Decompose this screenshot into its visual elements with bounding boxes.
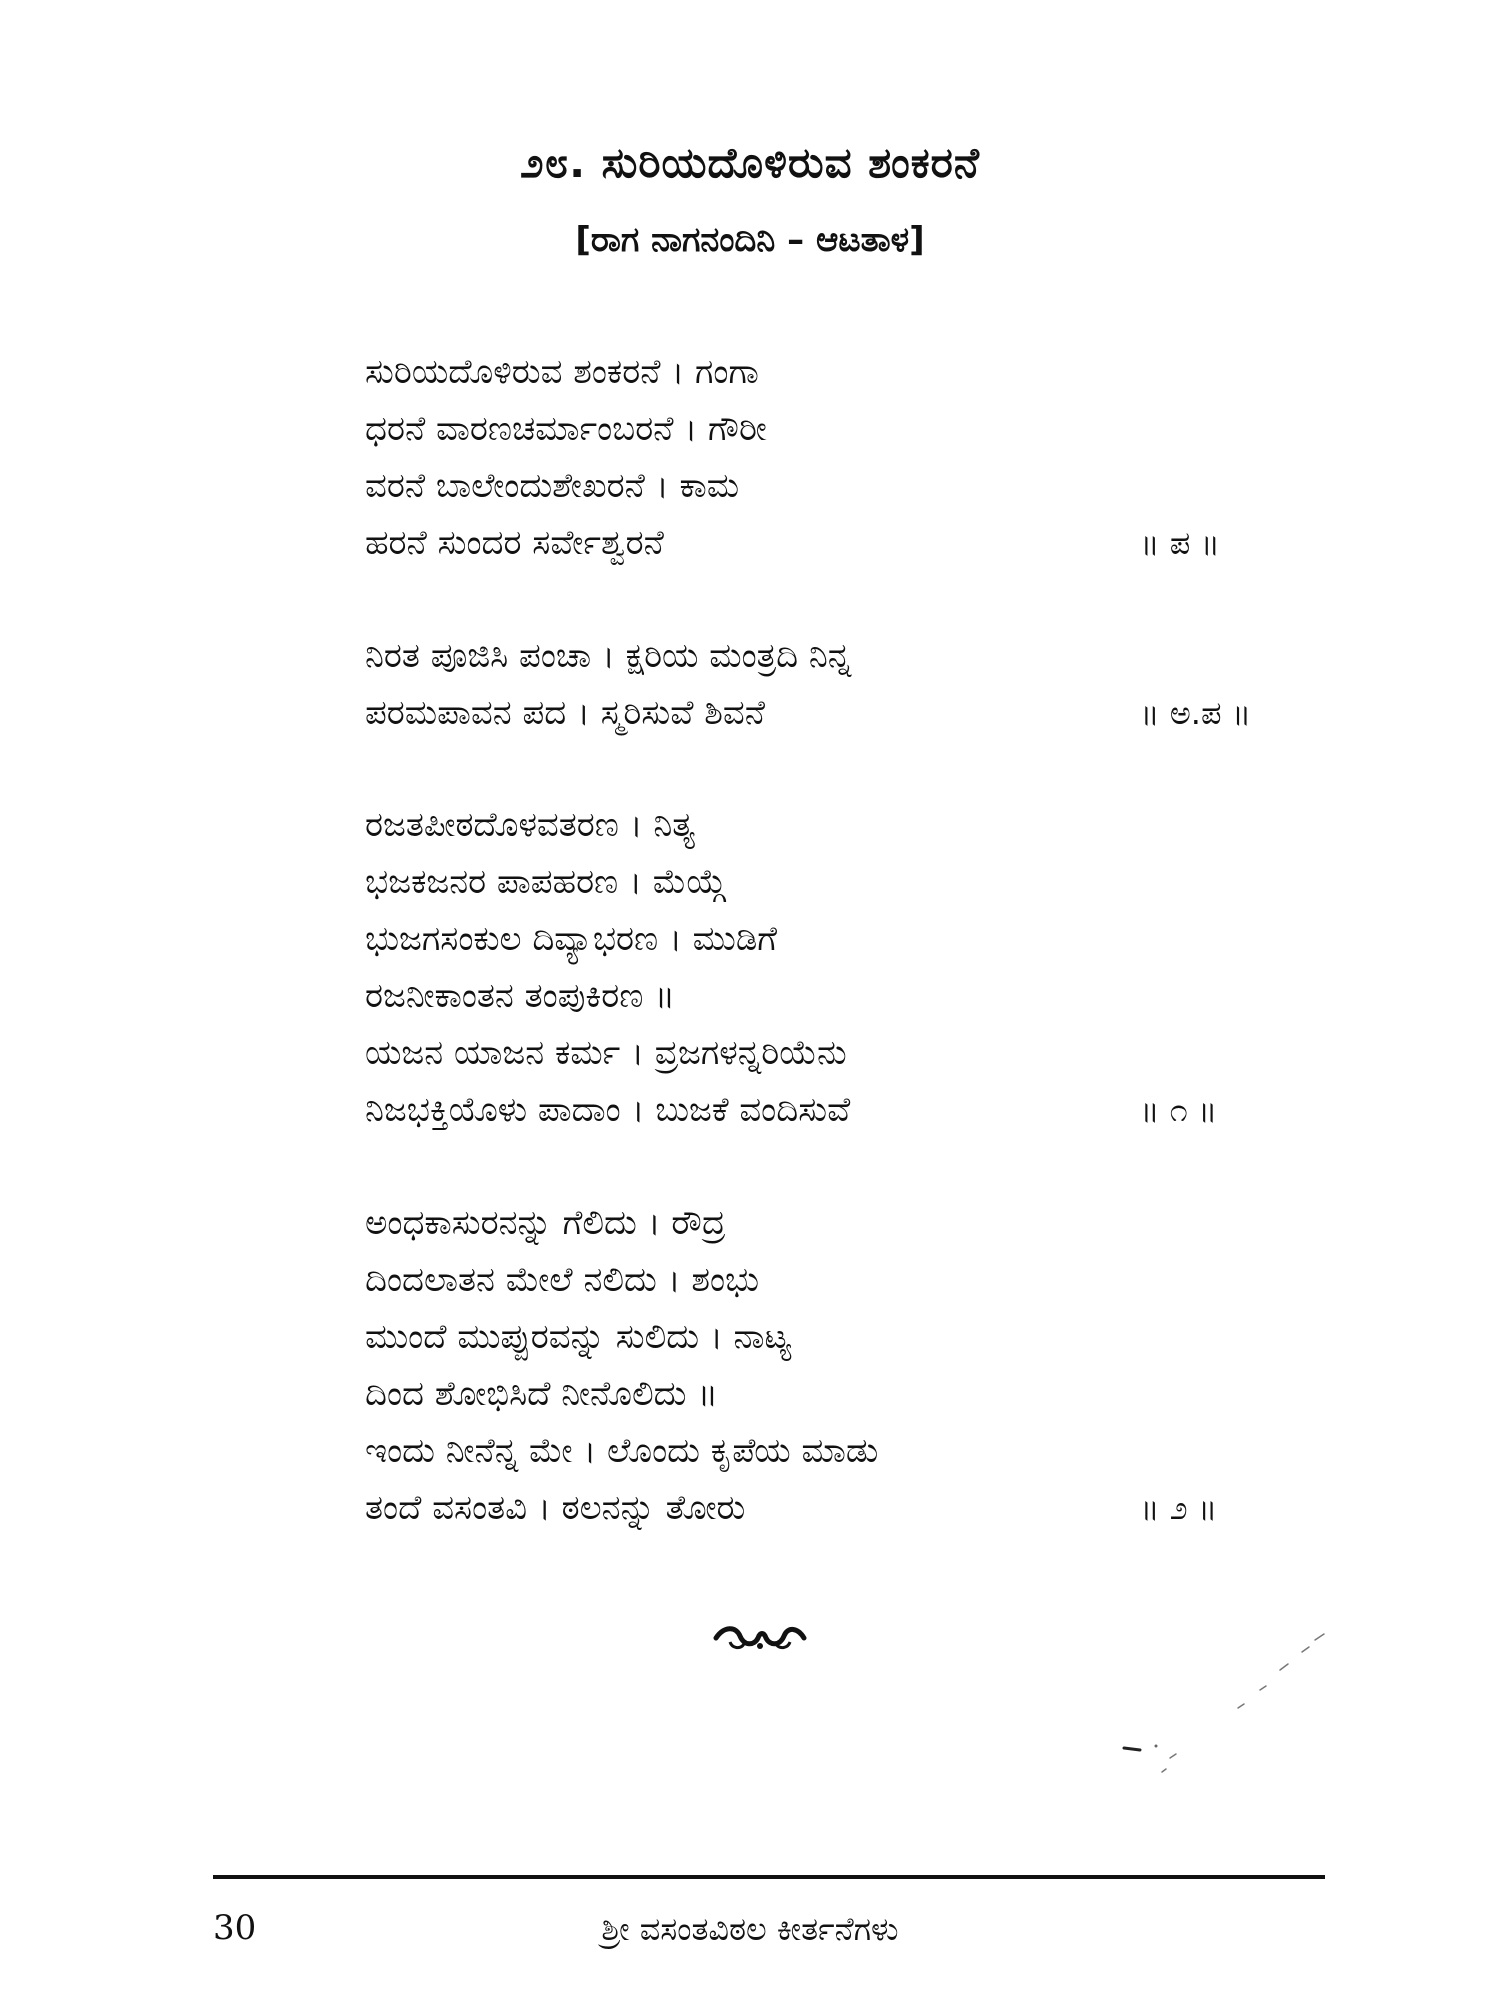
verse-line: ಭಜಕಜನರ ಪಾಪಹರಣ । ಮೆಯ್ಗೆ bbox=[365, 862, 727, 902]
verse-line: ಇಂದು ನೀನೆನ್ನ ಮೇ । ಲೊಂದು ಕೃಪೆಯ ಮಾಡು bbox=[365, 1431, 879, 1471]
verse-line: ರಜನೀಕಾಂತನ ತಂಪುಕಿರಣ ॥ bbox=[365, 976, 675, 1016]
stanza-marker: ॥ ೧ ॥ bbox=[1140, 1091, 1218, 1129]
verse-line: ರಜತಪೀಠದೊಳವತರಣ । ನಿತ್ಯ bbox=[365, 805, 695, 845]
verse-line: ಹರನೆ ಸುಂದರ ಸರ್ವೇಶ್ವರನೆ ॥ ಪ ॥ bbox=[365, 515, 1345, 572]
page-number: 30 bbox=[213, 1908, 257, 1948]
verse-line: ಅಂಧಕಾಸುರನನ್ನು ಗೆಲಿದು । ರೌದ್ರ bbox=[365, 1203, 726, 1243]
stanza-marker: ॥ ಅ.ಪ ॥ bbox=[1140, 694, 1252, 732]
verse-line: ದಿಂದಲಾತನ ಮೇಲೆ ನಲಿದು । ಶಂಭು bbox=[365, 1260, 760, 1300]
verse-line: ಪರಮಪಾವನ ಪದ । ಸ್ಮರಿಸುವೆ ಶಿವನೆ ॥ ಅ.ಪ ॥ bbox=[365, 685, 1345, 742]
verse-line: ಮುಂದೆ ಮುಪ್ಪುರವನ್ನು ಸುಲಿದು । ನಾಟ್ಯ bbox=[365, 1317, 792, 1357]
verse-line: ಧರನೆ ವಾರಣಚರ್ಮಾಂಬರನೆ । ಗೌರೀ bbox=[365, 409, 767, 449]
stanza-anupallavi bbox=[365, 628, 1345, 742]
page-title: ೨೮. ಸುರಿಯದೊಳಿರುವ ಶಂಕರನೆ bbox=[520, 138, 980, 187]
footer-book-title: ಶ್ರೀ ವಸಂತವಿಠಲ ಕೀರ್ತನೆಗಳು bbox=[601, 1910, 899, 1948]
stanza-charana-2 bbox=[365, 1195, 1345, 1537]
stanza-marker: ॥ ೨ ॥ bbox=[1140, 1489, 1218, 1527]
verse-line: ದಿಂದ ಶೋಭಿಸಿದೆ ನೀನೊಲಿದು ॥ bbox=[365, 1374, 718, 1414]
verse-line: ವರನೆ ಬಾಲೇಂದುಶೇಖರನೆ । ಕಾಮ bbox=[365, 466, 740, 506]
verse-line: ನಿರತ ಪೂಜಿಸಿ ಪಂಚಾ । ಕ್ಷರಿಯ ಮಂತ್ರದಿ ನಿನ್ನ bbox=[365, 636, 852, 676]
verse-line: ಸುರಿಯದೊಳಿರುವ ಶಂಕರನೆ । ಗಂಗಾ bbox=[365, 352, 759, 392]
verse-line: ಭುಜಗಸಂಕುಲ ದಿವ್ಯಾಭರಣ । ಮುಡಿಗೆ bbox=[365, 919, 777, 959]
verse-line: ತಂದೆ ವಸಂತವಿ । ಠಲನನ್ನು ತೋರು ॥ ೨ ॥ bbox=[365, 1480, 1345, 1537]
verse-line: ನಿಜಭಕ್ತಿಯೊಳು ಪಾದಾಂ । ಬುಜಕೆ ವಂದಿಸುವೆ ॥ ೧ ॥ bbox=[365, 1082, 1345, 1139]
stanza-marker: ॥ ಪ ॥ bbox=[1140, 524, 1220, 562]
scan-specks bbox=[1110, 1620, 1340, 1790]
raga-tala-line: [ರಾಗ ನಾಗನಂದಿನಿ – ಆಟತಾಳ] bbox=[575, 220, 925, 260]
stanza-charana-1 bbox=[365, 797, 1345, 1139]
verse-line: ಯಜನ ಯಾಜನ ಕರ್ಮ । ವ್ರಜಗಳನ್ನರಿಯೆನು bbox=[365, 1033, 847, 1073]
footer-divider bbox=[213, 1875, 1325, 1879]
stanza-pallavi bbox=[365, 344, 1345, 572]
ornament-flourish-icon bbox=[710, 1620, 810, 1656]
